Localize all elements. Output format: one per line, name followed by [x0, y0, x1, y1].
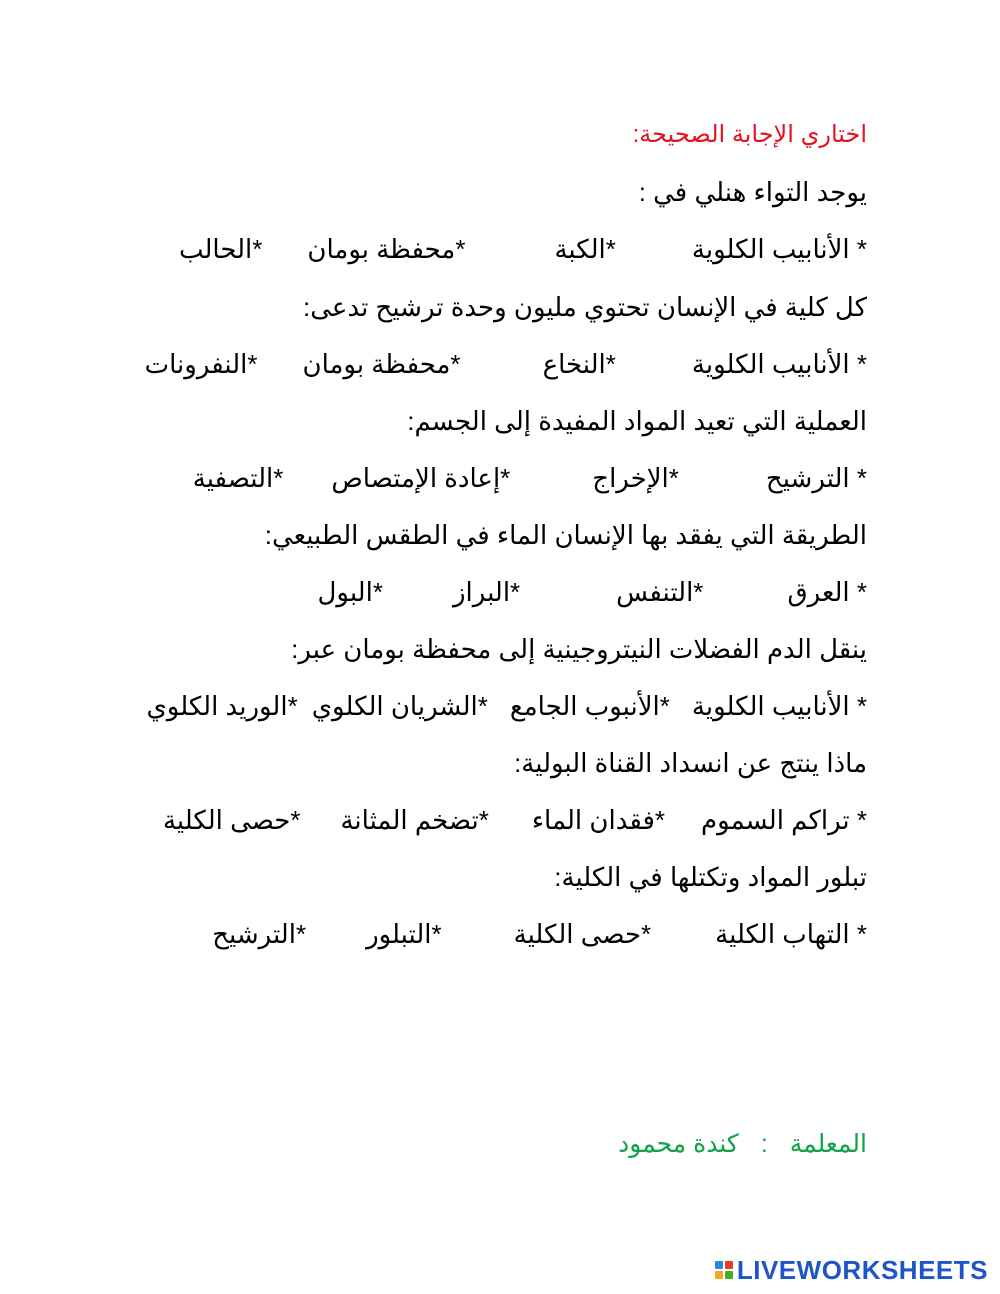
option-1-b[interactable]: *الكبة — [554, 234, 616, 264]
option-2-b[interactable]: *النخاع — [542, 349, 616, 379]
brand-name: LIVEWORKSHEETS — [736, 1254, 988, 1285]
options-2 — [145, 347, 867, 381]
logo-square — [715, 1271, 723, 1279]
options-1 — [179, 232, 867, 266]
option-5-b[interactable]: *الأنبوب الجامع — [509, 691, 670, 721]
instruction-heading: اختاري الإجابة الصحيحة: — [632, 121, 867, 148]
option-3-d[interactable]: *التصفية — [192, 463, 284, 493]
option-3-b[interactable]: *الإخراج — [592, 463, 679, 493]
liveworksheets-brand — [715, 1255, 988, 1285]
question-6: ماذا ينتج عن انسداد القناة البولية: — [514, 748, 867, 778]
option-4-d[interactable]: *البول — [317, 577, 383, 607]
logo-square — [725, 1261, 733, 1269]
teacher-separator: : — [760, 1130, 768, 1158]
option-6-d[interactable]: *حصى الكلية — [162, 805, 301, 835]
options-4 — [318, 575, 868, 609]
option-1-c[interactable]: *محفظة بومان — [307, 234, 466, 264]
option-2-c[interactable]: *محفظة بومان — [302, 349, 461, 379]
question-5: ينقل الدم الفضلات النيتروجينية إلى محفظة بومان عبر: — [291, 634, 867, 664]
option-6-b[interactable]: *فقدان الماء — [531, 805, 666, 835]
logo-square — [715, 1261, 723, 1269]
teacher-signature — [618, 1127, 867, 1161]
options-5 — [146, 689, 867, 723]
teacher-name: كندة محمود — [618, 1130, 739, 1158]
question-4: الطريقة التي يفقد بها الإنسان الماء في الطقس الطبيعي: — [264, 520, 867, 550]
option-5-a[interactable]: * الأنابيب الكلوية — [691, 691, 867, 721]
option-6-c[interactable]: *تضخم المثانة — [340, 805, 489, 835]
question-1: يوجد التواء هنلي في : — [638, 177, 867, 207]
option-1-d[interactable]: *الحالب — [178, 234, 263, 264]
option-5-d[interactable]: *الوريد الكلوي — [146, 691, 298, 721]
options-3 — [193, 461, 867, 495]
option-7-d[interactable]: *الترشيح — [212, 919, 307, 949]
option-1-a[interactable]: * الأنابيب الكلوية — [691, 234, 867, 264]
option-4-c[interactable]: *البراز — [452, 577, 521, 607]
option-5-c[interactable]: *الشريان الكلوي — [311, 691, 488, 721]
question-7: تبلور المواد وتكتلها في الكلية: — [554, 862, 867, 892]
option-7-a[interactable]: * التهاب الكلية — [715, 919, 867, 949]
option-4-b[interactable]: *التنفس — [616, 577, 704, 607]
options-7 — [212, 917, 867, 951]
teacher-label: المعلمة — [789, 1130, 867, 1158]
options-6 — [163, 803, 867, 837]
option-7-c[interactable]: *التبلور — [366, 919, 442, 949]
question-2: كل كلية في الإنسان تحتوي مليون وحدة ترشيح تدعى: — [303, 292, 867, 322]
question-3: العملية التي تعيد المواد المفيدة إلى الجسم: — [407, 406, 867, 436]
option-2-d[interactable]: *النفرونات — [144, 349, 258, 379]
option-6-a[interactable]: * تراكم السموم — [701, 805, 867, 835]
option-3-c[interactable]: *إعادة الإمتصاص — [331, 463, 511, 493]
option-7-b[interactable]: *حصى الكلية — [513, 919, 652, 949]
option-3-a[interactable]: * الترشيح — [765, 463, 867, 493]
liveworksheets-logo-icon — [715, 1261, 733, 1279]
option-2-a[interactable]: * الأنابيب الكلوية — [691, 349, 867, 379]
logo-square — [725, 1271, 733, 1279]
option-4-a[interactable]: * العرق — [787, 577, 867, 607]
